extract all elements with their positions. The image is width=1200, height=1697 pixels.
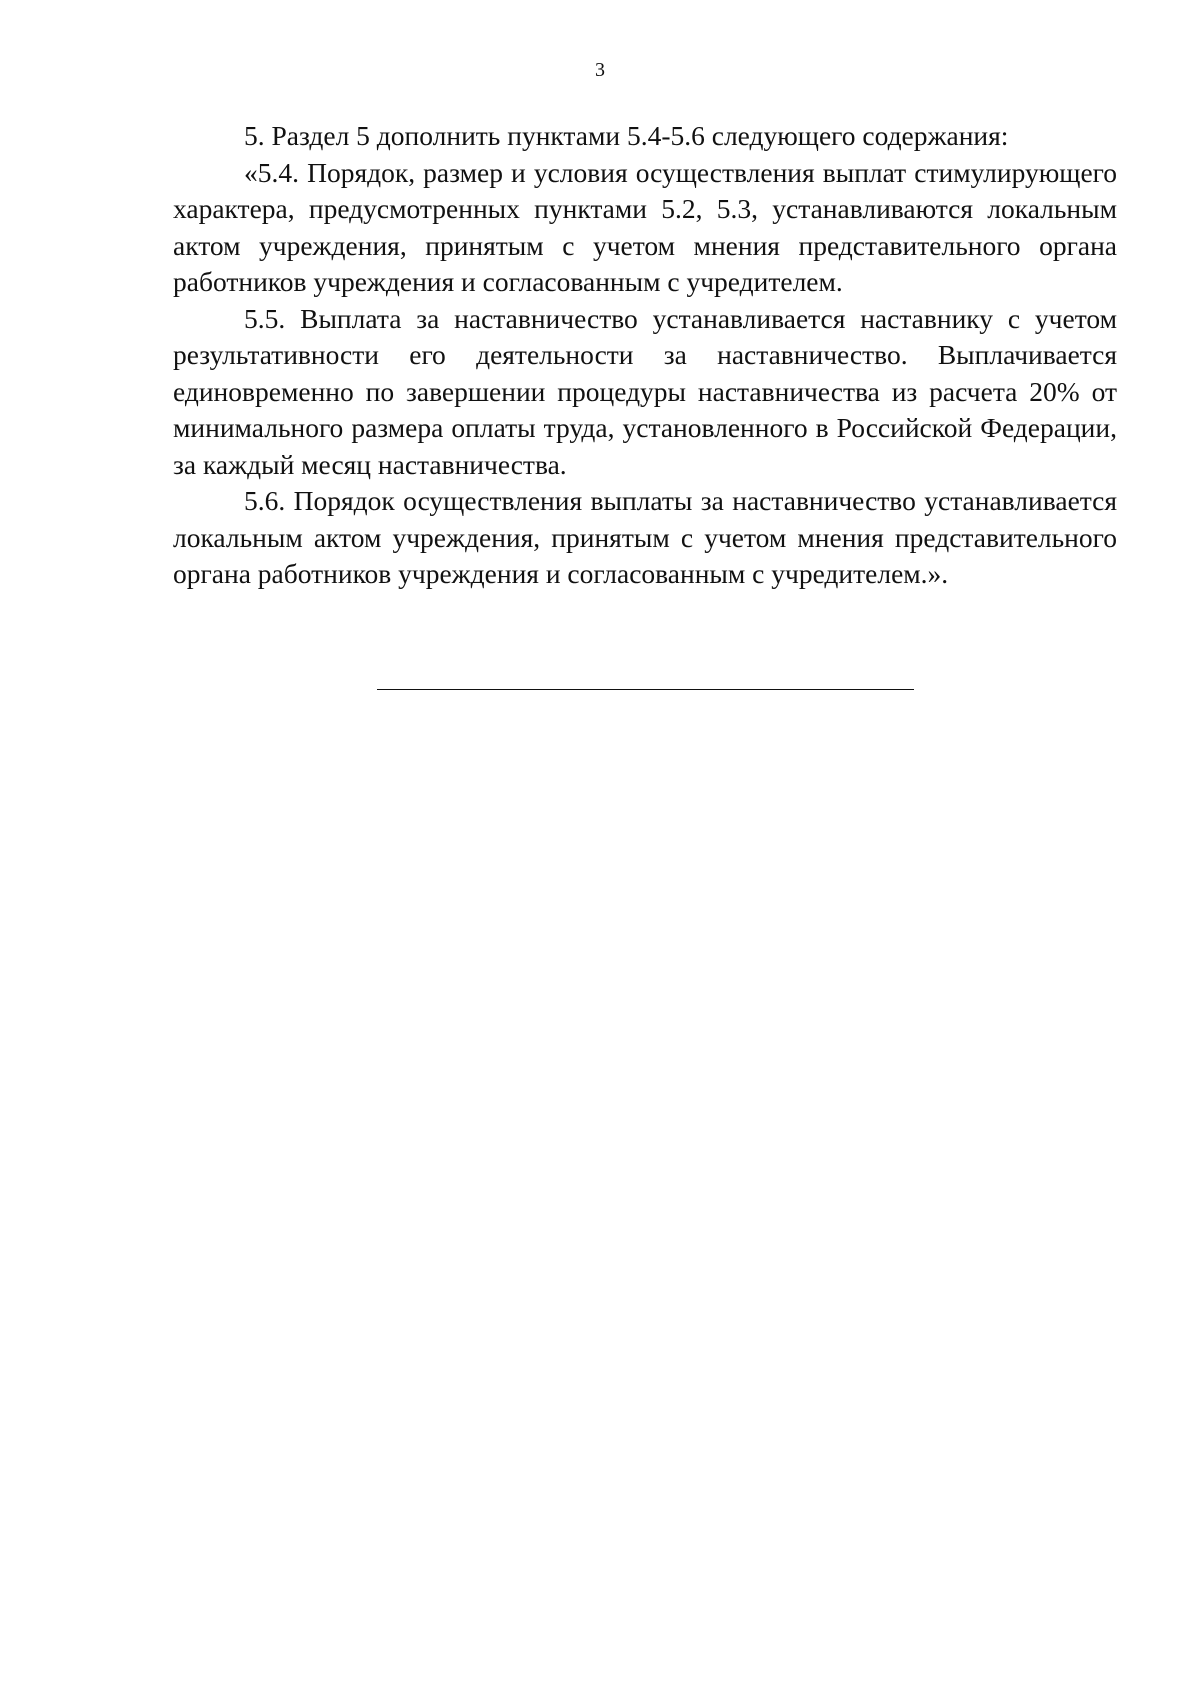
document-body <box>173 118 1117 593</box>
paragraph-5-5: 5.5. Выплата за наставничество устанавливается наставнику с учетом результативности его деятельности за наставничество. Выплачивается единовременно по завершении процедуры наставничества из расчета 20% от минимального размера оплаты труда, установленного в Российской Федерации, за каждый месяц наставничества. <box>173 302 1117 480</box>
paragraph-5-6: 5.6. Порядок осуществления выплаты за наставничество устанавливается локальным актом учреждения, принятым с учетом мнения представительного органа работников учреждения и согласованным с учредителем.». <box>173 485 1117 589</box>
end-of-text-rule <box>377 689 914 690</box>
page-number: 3 <box>595 59 605 81</box>
paragraph-5-4: «5.4. Порядок, размер и условия осуществления выплат стимулирующего характера, предусмотренных пунктами 5.2, 5.3, устанавливаются локальным актом учреждения, принятым с учетом мнения представительного органа работников учреждения и согласованным с учредителем. <box>173 156 1117 297</box>
paragraph-section-5-intro: 5. Раздел 5 дополнить пунктами 5.4-5.6 следующего содержания: <box>244 120 1009 151</box>
